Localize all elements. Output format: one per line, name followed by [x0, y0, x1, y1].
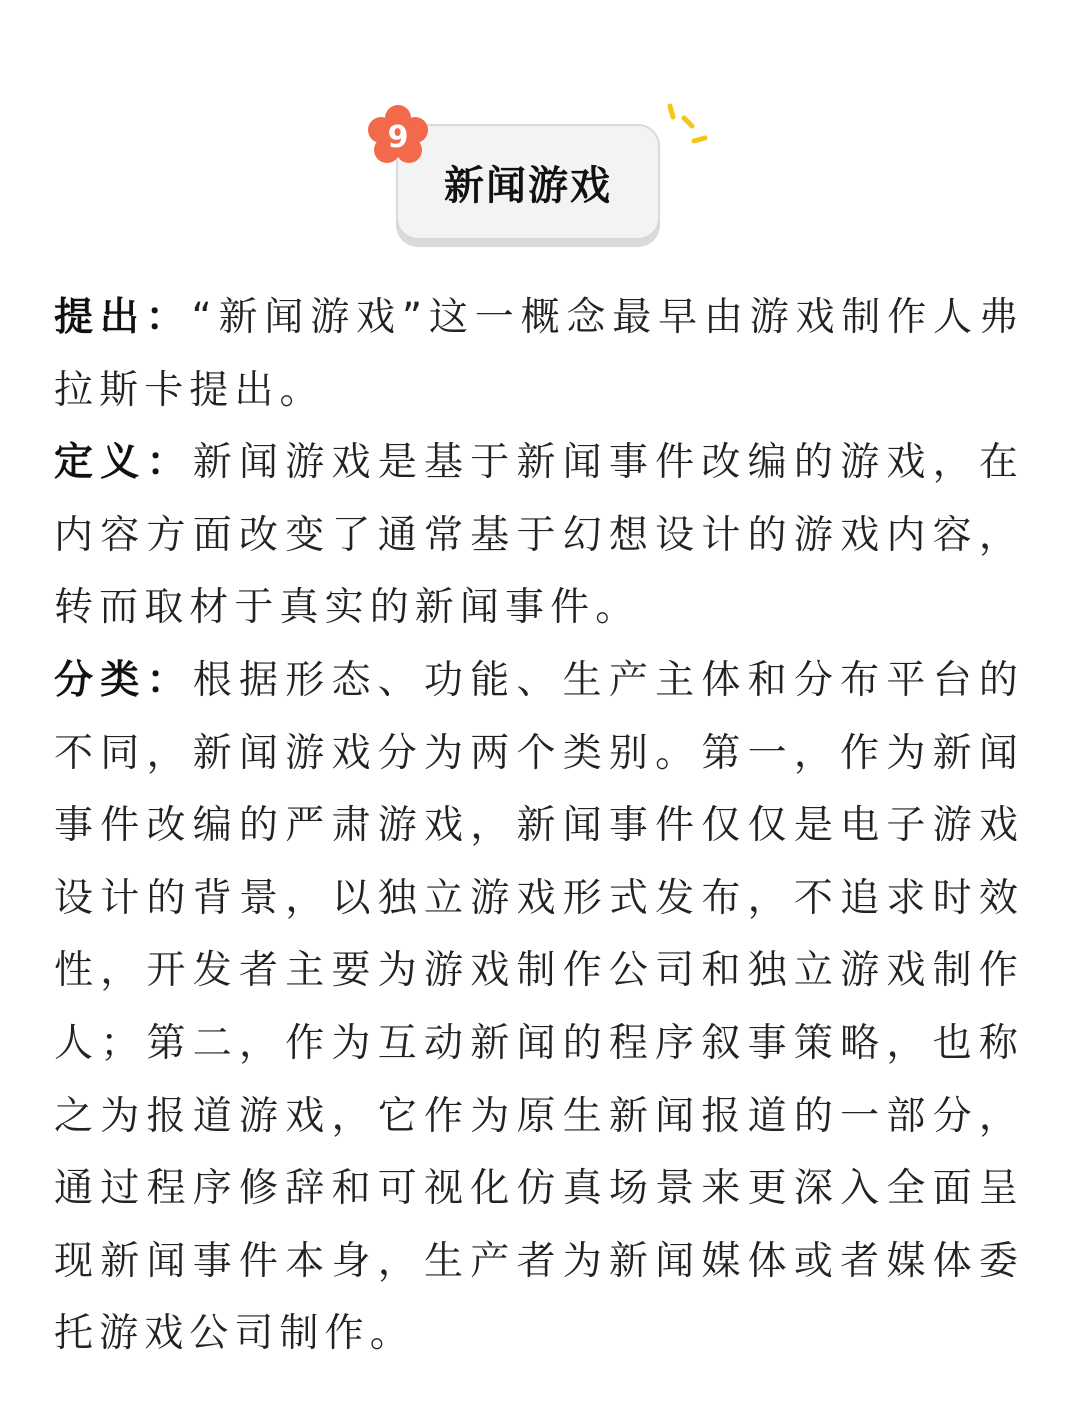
title-card-wrapper	[396, 124, 664, 248]
sparkle-icon	[662, 100, 718, 156]
section-label: 分类：	[54, 657, 193, 703]
section-label: 提出：	[54, 295, 192, 340]
section-definition	[54, 427, 1024, 645]
section-text: 根据形态、功能、生产主体和分布平台的不同，新闻游戏分为两个类别。第一，作为新闻事件改编的严肃游戏，新闻事件仅仅是电子游戏设计的背景，以独立游戏形式发布，不追求时效性，开发者主要为游戏制作公司和独立游戏制作人；第二，作为互动新闻的程序叙事策略，也称之为报道游戏，它作为原生新闻报道的一部分，通过程序修辞和可视化仿真场景来更深入全面呈现新闻事件本身，生产者为新闻媒体或者媒体委托游戏公司制作。	[54, 657, 1024, 1357]
page-title: 新闻游戏	[444, 162, 612, 209]
badge-number: 9	[387, 120, 409, 155]
flower-badge-icon	[366, 104, 430, 168]
section-proposal	[54, 282, 1024, 427]
article-body	[54, 282, 1024, 1371]
section-classification	[54, 645, 1024, 1371]
number-badge	[366, 104, 430, 168]
title-card	[396, 124, 660, 240]
section-label: 定义：	[54, 440, 193, 486]
section-text: “新闻游戏”这一概念最早由游戏制作人弗拉斯卡提出。	[54, 295, 1024, 413]
section-text: 新闻游戏是基于新闻事件改编的游戏，在内容方面改变了通常基于幻想设计的游戏内容，转而取材于真实的新闻事件。	[54, 440, 1024, 631]
